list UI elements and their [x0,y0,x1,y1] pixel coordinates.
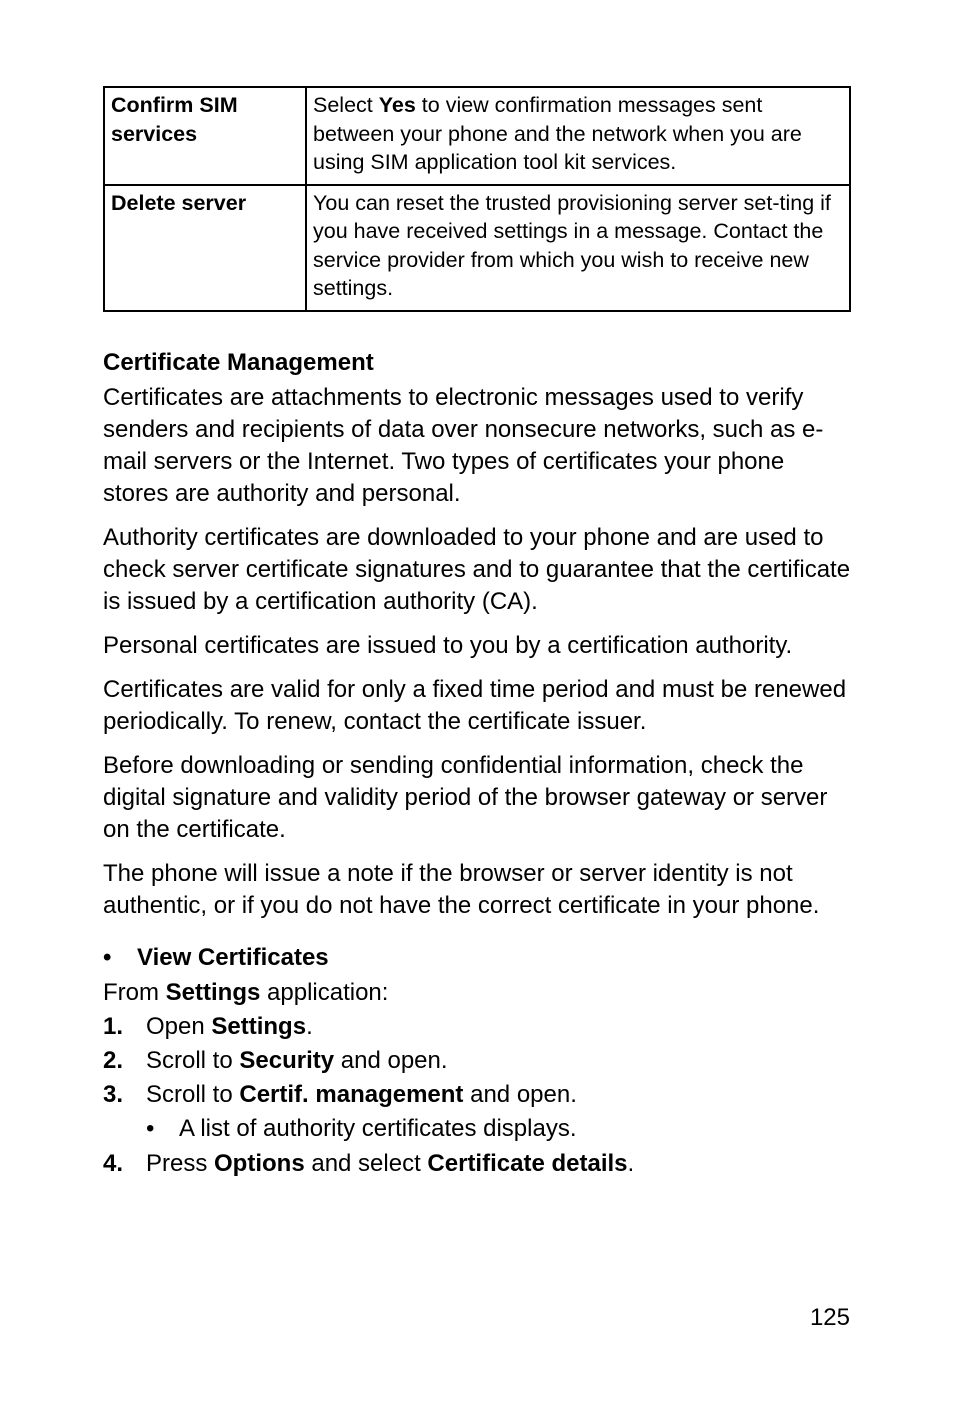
list-item [103,1148,851,1180]
sub-bullet-item [103,1113,851,1145]
paragraph: Certificates are attachments to electronic messages used to verify senders and recipients of data over nonsecure networks, such as e-mail servers or the Internet. Two types of certificates your phone stores are authority and personal. [103,383,824,507]
bullet-icon: • [103,943,112,971]
paragraph: Authority certificates are downloaded to your phone and are used to check server certificate signatures and to guarantee that the certificate is issued by a certification authority (CA). [103,523,851,615]
setting-term: Delete server [104,185,306,311]
step-text: Scroll to Security and open. [146,1046,448,1074]
step-number: 1. [103,1012,124,1040]
step-number: 3. [103,1080,124,1108]
step-text: Scroll to Certif. management and open. [146,1080,577,1108]
list-item [103,1045,851,1077]
step-text: Open Settings. [146,1012,313,1040]
paragraph: The phone will issue a note if the browser or server identity is not authentic, or if you do not have the correct certificate in your phone. [103,859,820,919]
steps-list [103,1011,851,1111]
list-item [103,1079,851,1111]
page-number: 125 [809,1304,850,1331]
step-number: 2. [103,1046,124,1074]
table-row [104,87,850,185]
settings-table [103,86,851,312]
table-row [104,185,850,311]
list-item [103,1011,851,1043]
setting-description: Select Yes to view confirmation messages sent between your phone and the network when you are using SIM application tool kit services. [306,87,850,185]
sub-bullet-text: A list of authority certificates displays. [179,1114,577,1142]
step-number: 4. [103,1149,124,1177]
bullet-icon: • [146,1114,155,1142]
paragraph: Certificates are valid for only a fixed time period and must be renewed periodically. To renew, contact the certificate issuer. [103,675,847,735]
page-content [103,86,851,1182]
setting-term: Confirm SIM services [104,87,306,185]
setting-description: You can reset the trusted provisioning server set-ting if you have received settings in a message. Contact the service provider from which you wish to receive new settings. [306,185,850,311]
paragraph: Personal certificates are issued to you by a certification authority. [103,631,793,659]
section-title: Certificate Management [103,348,374,376]
step-text: Press Options and select Certificate details. [146,1149,635,1177]
subsection-heading [103,942,851,974]
subsection-title: View Certificates [137,943,329,971]
paragraph: Before downloading or sending confidential information, check the digital signature and validity period of the browser gateway or server on the certificate. [103,751,828,843]
steps-list-continued [103,1148,851,1180]
instruction-intro: From Settings application: [103,978,389,1006]
